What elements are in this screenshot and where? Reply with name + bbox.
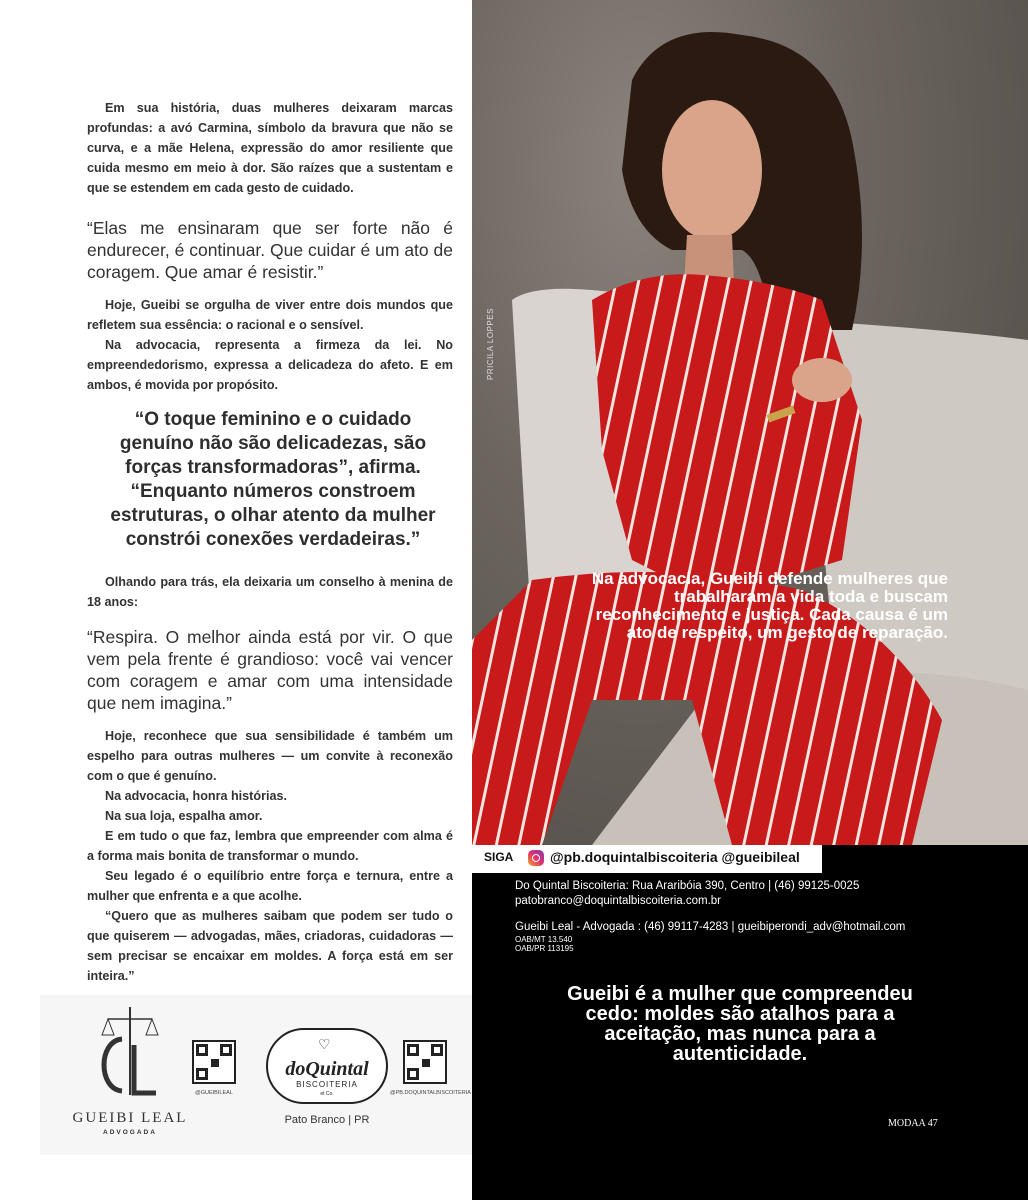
- closing-statement: Gueibi é a mulher que compreendeu cedo: moldes são atalhos para a aceitação, mas nunca para a autenticidade.: [567, 983, 913, 1065]
- quote-strength: “Elas me ensinaram que ser forte não é endurecer, é continuar. Que cuidar é um ato de coragem. Que amar é resistir.”: [87, 218, 453, 282]
- pull-quote-feminine-touch: “O toque feminino e o cuidado genuíno não são delicadezas, são forças transformadoras”, afirma. “Enquanto números constroem estruturas, o olhar atento da mulher constrói conexões verdadeiras.”: [110, 409, 436, 550]
- photo-overlay-quote: Na advocacia, Gueibi defende mulheres que trabalharam a vida toda e buscam reconhecimento e justiça. Cada causa é um ato de respeito, um gesto de reparação.: [591, 569, 948, 642]
- contact-gueibi-phone-email[interactable]: Gueibi Leal - Advogada : (46) 99117-4283 | gueibiperondi_adv@hotmail.com: [515, 921, 906, 933]
- paragraph-advice: Olhando para trás, ela deixaria um conselho à menina de 18 anos:: [87, 575, 453, 609]
- paragraph-two-worlds: Hoje, Gueibi se orgulha de viver entre dois mundos que refletem sua essência: o racional e o sensível. Na advocacia, representa a firmeza da lei. No empreendedorismo, expressa a delicadeza do afeto. E em ambos, é movida por propósito.: [87, 298, 453, 392]
- contact-doquintal-address: Do Quintal Biscoiteria: Rua Araribóia 390, Centro | (46) 99125-0025: [515, 880, 860, 892]
- photo-credit: PRICILA LOPPES: [486, 308, 495, 380]
- doquintal-etco: et Co.: [320, 1091, 334, 1097]
- page-number: MODAA 47: [888, 1118, 938, 1129]
- contact-doquintal-email[interactable]: patobranco@doquintalbiscoiteria.com.br: [515, 895, 722, 907]
- instagram-icon: [528, 850, 544, 866]
- quote-breathe: “Respira. O melhor ainda está por vir. O que vem pela frente é grandioso: você vai vencer com coragem e amar com uma intensidade que nem imagina.”: [87, 627, 453, 713]
- gueibi-leal-subtitle: ADVOGADA: [103, 1129, 157, 1136]
- doquintal-name: doQuintal: [285, 1058, 369, 1080]
- paragraph-legacy: Hoje, reconhece que sua sensibilidade é também um espelho para outras mulheres — um convite à reconexão com o que é genuíno. Na advocacia, honra histórias. Na sua loja, espalha amor. E em tudo o que faz, lembra que empreender com alma é a forma mais bonita de transformar o mundo. Seu legado é o equilíbrio entre força e ternura, entre a mulher que enfrenta e a que acolhe. “Quero que as mulheres saibam que podem ser tudo o que quiserem — advogadas, mães, criadoras, cuidadoras — sem precisar se encaixar em moldes. A força está em ser inteira.”: [87, 729, 453, 983]
- portrait-photo: [472, 0, 1028, 845]
- qr-code-gueibileal[interactable]: [192, 1040, 236, 1084]
- gueibi-leal-monogram-logo: [90, 1005, 170, 1105]
- qr-caption-doquintal: @PB.DOQUINTALBISCOITERIA: [390, 1090, 471, 1096]
- city-label: Pato Branco | PR: [284, 1114, 370, 1126]
- qr-code-doquintal[interactable]: [403, 1040, 447, 1084]
- doquintal-subtitle: BISCOITERIA: [296, 1080, 358, 1089]
- gueibi-leal-name: GUEIBI LEAL: [72, 1110, 188, 1126]
- instagram-handles[interactable]: @pb.doquintalbiscoiteria @gueibileal: [550, 849, 800, 865]
- heart-icon: ♡: [318, 1036, 331, 1052]
- qr-caption-gueibileal: @GUEIBILEAL: [195, 1090, 233, 1096]
- portrait-illustration: [472, 0, 1028, 845]
- oab-mt: OAB/MT 13.540: [515, 935, 573, 944]
- oab-pr: OAB/PR 113195: [515, 944, 574, 953]
- siga-label: SIGA: [484, 850, 514, 864]
- paragraph-history: Em sua história, duas mulheres deixaram marcas profundas: a avó Carmina, símbolo da bravura que não se curva, e a mãe Helena, expressão do amor resiliente que cuida mesmo em meio à dor. São raízes que a sustentam e que se estendem em cada gesto de cuidado.: [87, 101, 453, 195]
